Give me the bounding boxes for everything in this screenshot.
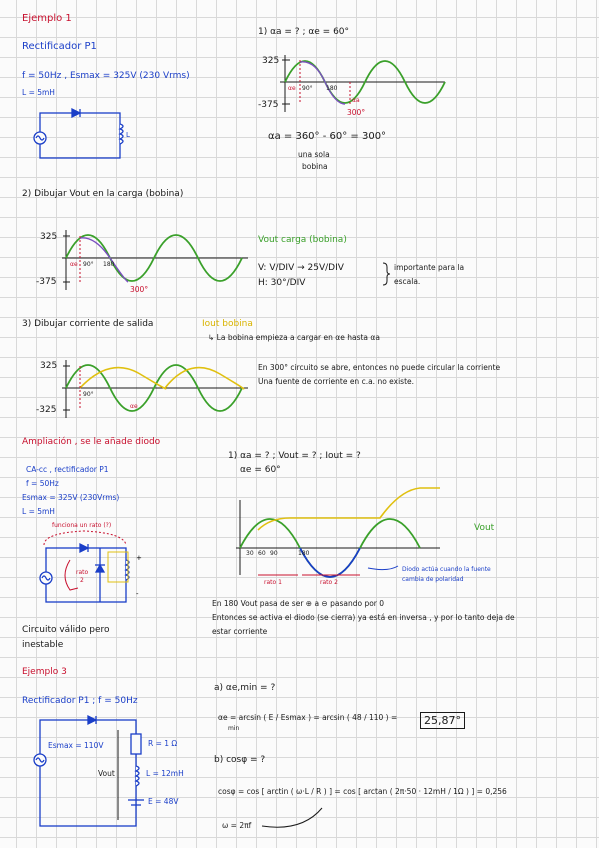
example3-title: Ejemplo 3 — [22, 667, 67, 677]
amp-question: 1) αa = ? ; Vout = ? ; Iout = ? — [228, 451, 361, 461]
amp-line-4: L = 5mH — [22, 507, 55, 516]
example1-params: f = 50Hz , Esmax = 325V (230 Vrms) — [22, 71, 190, 81]
amp-line-2: f = 50Hz — [26, 479, 59, 488]
graph1-ybot: -375 — [258, 100, 279, 110]
graph2-ybot: -375 — [36, 277, 57, 287]
example1-title: Ejemplo 1 — [22, 13, 72, 24]
diode-note-2: cambia de polaridad — [402, 576, 464, 583]
question-a: a) αe,min = ? — [214, 683, 276, 693]
svg-text:L: L — [126, 131, 130, 139]
arcsin-equation: αe = arcsin ( E / Esmax ) = arcsin ( 48 / 110 ) = — [218, 713, 398, 722]
graph2-mark: 180 — [103, 261, 115, 268]
rato-1: rato 1 — [264, 579, 282, 586]
vout-legend: Vout carga (bobina) — [258, 235, 347, 245]
unstable-1: Circuito válido pero — [22, 625, 110, 635]
note-line1: una sola — [298, 150, 330, 159]
esmax-label: Esmax = 110V — [48, 741, 104, 750]
r-label: R = 1 Ω — [148, 739, 178, 748]
e-label: E = 48V — [148, 797, 179, 806]
q3-expl-1: En 300° circuito se abre, entonces no puede circular la corriente — [258, 363, 501, 372]
loop-label-1: rato — [76, 569, 89, 576]
scale-h: H: 30°/DIV — [258, 278, 306, 288]
vout-label-3: Vout — [98, 769, 115, 778]
graph3-ytop: 325 — [40, 361, 58, 371]
scale-note-1: importante para la — [394, 263, 465, 272]
amp-expl-1: En 180 Vout pasa de ser ⊕ a ⊖ pasando por 0 — [212, 599, 385, 608]
graph1-alpha-e: αe — [288, 85, 296, 92]
graph2-angle: 90° — [83, 261, 94, 268]
alpha-min-sub: min — [228, 725, 240, 732]
graph1-mark: 180 — [326, 85, 338, 92]
graph3-alpha-e: αe — [130, 403, 138, 410]
amp-line-3: Esmax = 325V (230Vrms) — [22, 493, 120, 502]
note-line2: bobina — [302, 162, 328, 171]
amp-expl-2: Entonces se activa el diodo (se cierra) ya está en inversa , y por lo tanto deja de — [212, 613, 515, 622]
graph1-angle: 90° — [302, 85, 313, 92]
tick-180: 180 — [298, 550, 310, 557]
amp-alpha-e: αe = 60° — [240, 465, 281, 475]
example3-subtitle: Rectificador P1 ; f = 50Hz — [22, 696, 138, 706]
svg-text:+: + — [136, 554, 142, 562]
graph1-alpha-a: αa — [352, 97, 360, 104]
iout-legend: Iout bobina — [202, 319, 253, 329]
q3-note: ↳ La bobina empieza a cargar en αe hasta αa — [208, 333, 380, 342]
unstable-2: inestable — [22, 640, 64, 650]
question-1: 1) αa = ? ; αe = 60° — [258, 27, 350, 37]
ampliacion-title: Ampliación , se le añade diodo — [22, 437, 161, 447]
question-2: 2) Dibujar Vout en la carga (bobina) — [22, 189, 184, 199]
q3-expl-2: Una fuente de corriente en c.a. no existe. — [258, 377, 415, 386]
example1-inductance: L = 5mH — [22, 88, 55, 97]
diode-note-1: Diodo actúa cuando la fuente — [402, 566, 491, 573]
example1-subtitle: Rectificador P1 — [22, 41, 97, 52]
rato-2: rato 2 — [320, 579, 338, 586]
graph2-300: 300° — [130, 285, 149, 294]
question-b: b) cosφ = ? — [214, 755, 266, 765]
arcsin-result: 25,87° — [420, 712, 465, 729]
svg-text:-: - — [136, 590, 139, 598]
scale-note-2: escala. — [394, 277, 421, 286]
graph2-ytop: 325 — [40, 232, 58, 242]
tick-30: 30 — [246, 550, 254, 557]
alpha-a-calc: αa = 360° - 60° = 300° — [268, 131, 387, 142]
l-label: L = 12mH — [146, 769, 184, 778]
graph3-angle: 90° — [83, 391, 94, 398]
omega-def: ω = 2πf — [222, 821, 252, 830]
circuit2-label: funciona un rato (?) — [52, 522, 112, 529]
tick-60: 60 — [258, 550, 266, 557]
amp-expl-3: estar corriente — [212, 627, 268, 636]
graph3-ybot: -325 — [36, 405, 57, 415]
tick-90: 90 — [270, 550, 278, 557]
vout-label-2: Vout — [474, 523, 495, 533]
question-3: 3) Dibujar corriente de salida — [22, 319, 154, 329]
graph2-alpha-e: αe — [70, 261, 78, 268]
cos-equation: cosφ = cos [ arctin ( ω·L / R ) ] = cos [ arctan ( 2π·50 · 12mH / 1Ω ) ] = 0,256 — [218, 787, 507, 796]
graph1-300: 300° — [347, 108, 366, 117]
scale-v: V: V/DIV → 25V/DIV — [258, 263, 344, 273]
loop-label-2: 2 — [80, 577, 84, 584]
graph1-ytop: 325 — [262, 56, 280, 66]
amp-line-1: CA-cc , rectificador P1 — [26, 465, 109, 474]
